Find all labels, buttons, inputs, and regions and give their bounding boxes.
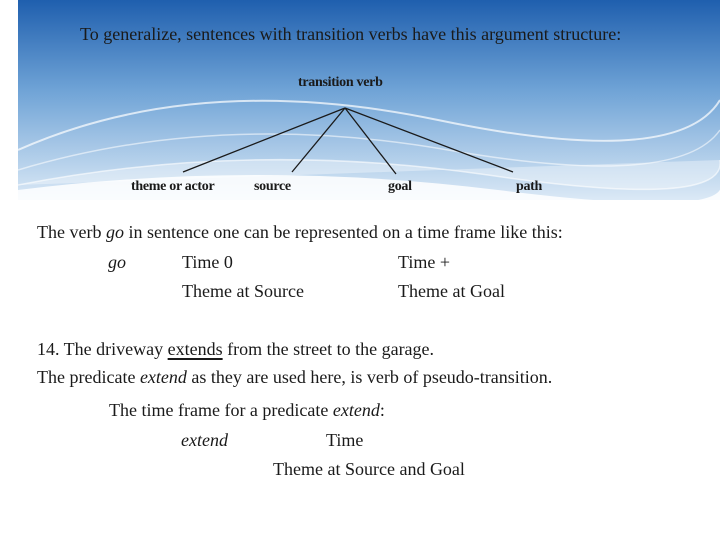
ex14-post: from the street to the garage.	[222, 339, 435, 359]
frame1-theme-source: Theme at Source	[182, 281, 304, 301]
argument-tree-lines	[0, 0, 720, 200]
frame2-pred-text: extend	[181, 430, 228, 450]
pred-pre: The predicate	[37, 367, 140, 387]
tree-node-theme: theme or actor	[131, 179, 215, 194]
ex14-pre: 14. The driveway	[37, 339, 168, 359]
sentence-one-line	[37, 222, 563, 243]
frame2-intro-pre: The time frame for a predicate	[109, 400, 333, 420]
tree-edge-source	[292, 108, 345, 172]
ex14-verb: extends	[167, 339, 223, 359]
frame2-predicate	[181, 430, 228, 451]
frame2-intro-verb: extend	[332, 400, 380, 420]
predicate-line	[37, 367, 552, 388]
slide-heading: To generalize, sentences with transition verbs have this argument structure:	[80, 24, 622, 44]
frame1-time0: Time 0	[182, 252, 233, 272]
s1-post: in sentence one can be represented on a time frame like this:	[123, 222, 563, 242]
frame1-pred-text: go	[108, 252, 126, 272]
tree-node-goal: goal	[388, 179, 412, 194]
frame1-predicate	[108, 252, 126, 273]
s1-pre: The verb	[37, 222, 106, 242]
pred-verb: extend	[139, 367, 187, 387]
tree-node-source: source	[254, 179, 291, 194]
frame2-theme: Theme at Source and Goal	[273, 459, 465, 479]
frame1-theme-goal: Theme at Goal	[398, 281, 505, 301]
tree-node-path: path	[516, 179, 543, 194]
s1-verb: go	[105, 222, 124, 242]
tree-root-label: transition verb	[298, 75, 383, 90]
tree-edge-theme	[183, 108, 345, 172]
frame2-intro	[109, 400, 385, 421]
frame2-intro-post: :	[379, 400, 385, 420]
example-14	[37, 339, 434, 360]
frame1-time-plus: Time +	[398, 252, 451, 272]
pred-post: as they are used here, is verb of pseudo-transition.	[186, 367, 553, 387]
frame2-time: Time	[326, 430, 364, 450]
